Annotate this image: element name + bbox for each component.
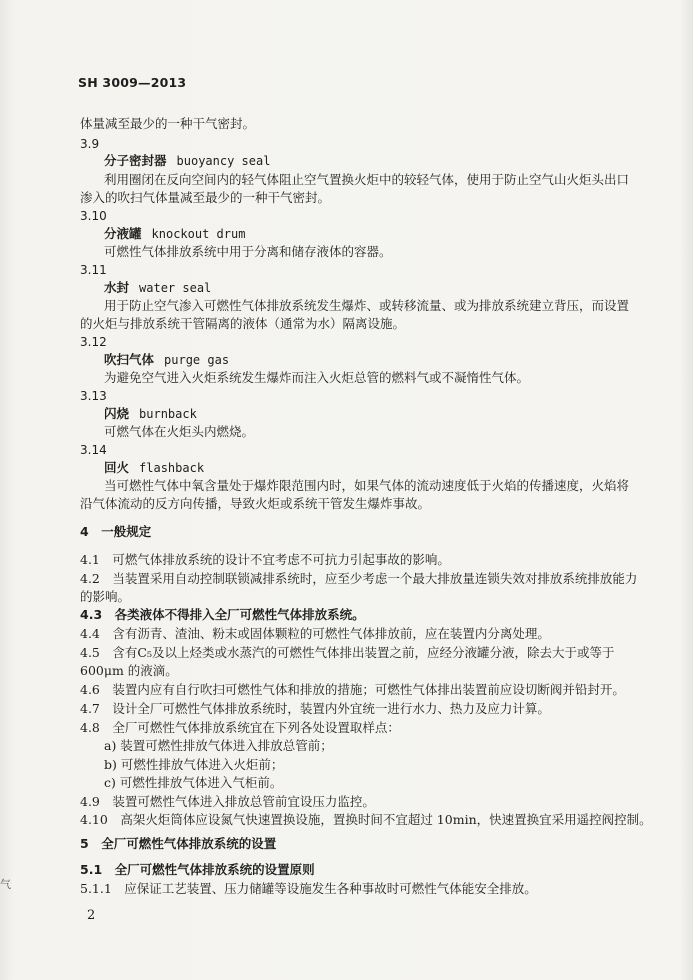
term-definition: 利用圈闭在反向空间内的轻气体阻止空气置换火炬中的较轻气体，使用于防止空气山火炬头出口 (104, 172, 630, 187)
term-chinese: 水封 (104, 280, 130, 295)
clause-text: 4.4 含有沥青、渣油、粉末或固体颗粒的可燃性气体排放前，应在装置内分离处理。 (80, 626, 550, 641)
edge-text-fragment: 气 (0, 878, 11, 891)
term-definition: 用于防止空气渗入可燃性气体排放系统发生爆炸、或转移流量、或为排放系统建立背压，而设置 (104, 298, 630, 313)
term-english: burnback (139, 407, 197, 421)
term-english: flashback (139, 461, 205, 475)
clause-text: 4.2 当装置采用自动控制联锁减排系统时，应至少考虑一个最大排放量连锁失效对排放系统排放能力 (80, 571, 638, 586)
clause-text: 4.1 可燃气体排放系统的设计不宜考虑不可抗力引起事故的影响。 (80, 552, 450, 567)
term-definition: 的火炬与排放系统干管隔离的液体（通常为水）隔离设施。 (80, 316, 406, 331)
list-item: a) 装置可燃性排放气体进入排放总管前； (104, 738, 333, 753)
term-heading (104, 153, 270, 169)
clause-text: 4.6 装置内应有自行吹扫可燃性气体和排放的措施；可燃性气体排出装置前应设切断阀并铅封开。 (80, 682, 625, 697)
term-chinese: 分子密封器 (104, 153, 167, 168)
term-definition: 当可燃性气体中氧含量处于爆炸限范围内时，如果气体的流动速度低于火焰的传播速度，火焰将 (104, 478, 630, 493)
clause-text: 5.1.1 应保证工艺装置、压力储罐等设施发生各种事故时可燃性气体能安全排放。 (80, 881, 537, 896)
clause-text: 4.8 全厂可燃性气体排放系统宜在下列各处设置取样点： (80, 720, 400, 735)
term-definition: 为避免空气进入火炬系统发生爆炸而注入火炬总管的燃料气或不凝惰性气体。 (104, 370, 530, 385)
term-definition: 可燃性气体排放系统中用于分离和储存液体的容器。 (104, 244, 392, 259)
list-item: b) 可燃性排放气体进入火炬前； (104, 757, 284, 772)
clause-number: 3.11 (80, 263, 107, 277)
term-heading (104, 352, 229, 368)
text-line: 体量减至最少的一种干气密封。 (80, 116, 256, 131)
clause-text-bold: 4.3 各类液体不得排入全厂可燃性气体排放系统。 (80, 607, 365, 622)
clause-number: 3.13 (80, 389, 107, 403)
term-chinese: 分液罐 (104, 226, 142, 241)
term-heading (104, 406, 197, 422)
section-heading-5: 5 全厂可燃性气体排放系统的设置 (80, 836, 277, 851)
term-chinese: 回火 (104, 460, 130, 475)
term-definition: 可燃气体在火炬头内燃烧。 (104, 424, 255, 439)
term-english: purge gas (164, 353, 230, 367)
clause-number: 3.14 (80, 443, 107, 457)
section-heading-4: 4 一般规定 (80, 524, 152, 539)
subsection-heading: 5.1 全厂可燃性气体排放系统的设置原则 (80, 862, 315, 877)
list-item: c) 可燃性排放气体进入气柜前。 (104, 775, 283, 790)
term-heading (104, 460, 204, 476)
clause-text: 4.7 设计全厂可燃性气体排放系统时，装置内外宜统一进行水力、热力及应力计算。 (80, 701, 550, 716)
document-id-header: SH 3009—2013 (78, 75, 187, 90)
term-english: buoyancy seal (176, 154, 271, 168)
clause-number: 3.12 (80, 335, 107, 349)
term-heading (104, 226, 245, 242)
clause-number: 3.9 (80, 137, 100, 151)
term-english: knockout drum (151, 227, 246, 241)
term-definition: 沿气体流动的反方向传播，导致火炬或系统干管发生爆炸事故。 (80, 496, 431, 511)
clause-number: 3.10 (80, 209, 107, 223)
term-chinese: 吹扫气体 (104, 352, 155, 367)
page-number: 2 (87, 908, 96, 923)
clause-text: 600μm 的液滴。 (80, 663, 178, 678)
clause-text: 的影响。 (80, 589, 131, 604)
term-definition: 渗入的吹扫气体量减至最少的一种干气密封。 (80, 190, 331, 205)
term-english: water seal (139, 281, 212, 295)
clause-text: 4.5 含有C₅及以上烃类或水蒸汽的可燃性气体排出装置之前，应经分液罐分液，除去大于或等于 (80, 645, 615, 660)
term-heading (104, 280, 211, 296)
clause-text: 4.9 装置可燃性气体进入排放总管前宜设压力监控。 (80, 794, 375, 809)
term-chinese: 闪烧 (104, 406, 130, 421)
clause-text: 4.10 高架火炬筒体应设氮气快速置换设施，置换时间不宜超过 10min，快速置换宜采用遥控阀控制。 (80, 812, 652, 827)
